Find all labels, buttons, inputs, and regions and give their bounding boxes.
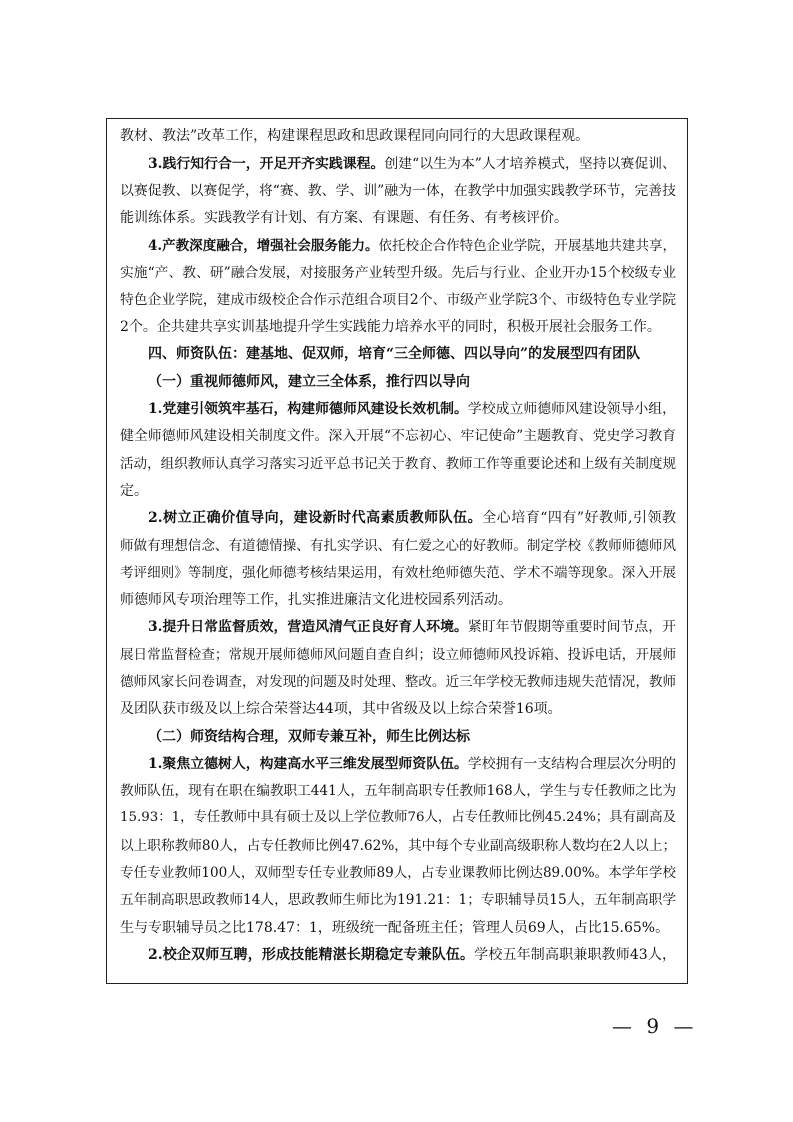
heading-item-2b: 2.校企双师互聘，形成技能精湛长期稳定专兼队伍。 — [148, 947, 475, 963]
paragraph-line: 生与专职辅导员之比178.47：1，班级统一配备班主任；管理人员69人，占比15.65%。 — [120, 920, 670, 936]
paragraph-line: 定。 — [120, 483, 148, 499]
subsection-heading: （一）重视师德师风，建立三全体系，推行四以导向 — [148, 374, 470, 390]
paragraph-line: 2个。企共建共享实训基地提升学生实践能力培养水平的同时，积极开展社会服务工作。 — [120, 319, 661, 335]
paragraph-line: 展日常监督检查；常规开展师德师风问题自查自纠；设立师德师风投诉箱、投诉电话，开展师 — [120, 647, 676, 663]
heading-item-3: 3.践行知行合一，开足开齐实践课程。 — [148, 156, 385, 172]
paragraph-line: 教材、教法”改革工作，构建课程思政和思政课程同向同行的大思政课程观。 — [120, 128, 590, 144]
paragraph-line: 以上职称教师80人，占专任教师比例47.62%，其中每个专业副高级职称人数均在2人以上； — [120, 838, 676, 854]
page-number: — 9 — — [612, 1014, 698, 1038]
paragraph-line: 师做有理想信念、有道德情操、有扎实学识、有仁爱之心的好教师。制定学校《教师师德师风 — [120, 538, 676, 554]
paragraph-line: 2.校企双师互聘，形成技能精湛长期稳定专兼队伍。学校五年制高职兼职教师43人， — [148, 947, 676, 963]
paragraph-line: 特色企业学院，建成市级校企合作示范组合项目2个、市级产业学院3个、市级特色专业学院 — [120, 292, 676, 308]
paragraph-line: 3.提升日常监督质效，营造风清气正良好育人环境。紧盯年节假期等重要时间节点，开 — [148, 619, 676, 635]
heading-item-1: 1.党建引领筑牢基石，构建师德师风建设长效机制。 — [148, 401, 468, 417]
paragraph-line: 考评细则》等制度，强化师德考核结果运用，有效杜绝师德失范、学术不端等现象。深入开展 — [120, 565, 676, 581]
paragraph-line: 活动，组织教师认真学习落实习近平总书记关于教育、教师工作等重要论述和上级有关制度规 — [120, 456, 676, 472]
heading-item-4: 4.产教深度融合，增强社会服务能力。 — [148, 238, 379, 254]
section-heading: 四、师资队伍：建基地、促双师，培育“三全师德、四以导向”的发展型四有团队 — [148, 346, 641, 362]
paragraph-line: 师德师风专项治理等工作，扎实推进廉洁文化进校园系列活动。 — [120, 592, 512, 608]
heading-item-2: 2.树立正确价值导向，建设新时代高素质教师队伍。 — [148, 510, 483, 526]
paragraph-line: 教师队伍，现有在职在编教职工441人，五年制高职专任教师168人，学生与专任教师之比为 — [120, 783, 676, 799]
paragraph-line: 专任专业教师100人，双师型专任专业教师89人，占专业课教师比例达89.00%。本学年学校 — [120, 865, 676, 881]
paragraph-line: 及团队获市级及以上综合荣誉达44项，其中省级及以上综合荣誉16项。 — [120, 701, 562, 717]
paragraph-line: 健全师德师风建设相关制度文件。深入开展“不忘初心、牢记使命”主题教育、党史学习教育 — [120, 428, 676, 444]
paragraph-line: 1.聚焦立德树人，构建高水平三维发展型师资队伍。学校拥有一支结构合理层次分明的 — [148, 756, 676, 772]
paragraph-line: 实施“产、教、研”融合发展，对接服务产业转型升级。先后与行业、企业开办15个校级专业 — [120, 265, 676, 281]
heading-item-3b: 3.提升日常监督质效，营造风清气正良好育人环境。 — [148, 619, 468, 635]
paragraph-line: 能训练体系。实践教学有计划、有方案、有课题、有任务、有考核评价。 — [120, 210, 568, 226]
paragraph-line: 德师风家长问卷调查，对发现的问题及时处理、整改。近三年学校无教师违规失范情况，教师 — [120, 674, 676, 690]
paragraph-line: 五年制高职思政教师14人，思政教师生师比为191.21：1；专职辅导员15人，五年制高职学 — [120, 892, 676, 908]
subsection-heading: （二）师资结构合理，双师专兼互补，师生比例达标 — [148, 729, 470, 745]
paragraph-line: 3.践行知行合一，开足开齐实践课程。创建“以生为本”人才培养模式，坚持以赛促训、 — [148, 156, 676, 172]
paragraph-line: 4.产教深度融合，增强社会服务能力。依托校企合作特色企业学院，开展基地共建共享， — [148, 238, 676, 254]
paragraph-line: 以赛促教、以赛促学，将“赛、教、学、训”融为一体，在教学中加强实践教学环节，完善技 — [120, 183, 676, 199]
paragraph-line: 2.树立正确价值导向，建设新时代高素质教师队伍。全心培育“四有”好教师,引领教 — [148, 510, 676, 526]
paragraph-line: 15.93：1，专任教师中具有硕士及以上学位教师76人，占专任教师比例45.24%；具有副高及 — [120, 810, 676, 825]
heading-item-1b: 1.聚焦立德树人，构建高水平三维发展型师资队伍。 — [148, 756, 468, 772]
paragraph-line: 1.党建引领筑牢基石，构建师德师风建设长效机制。学校成立师德师风建设领导小组， — [148, 401, 676, 417]
